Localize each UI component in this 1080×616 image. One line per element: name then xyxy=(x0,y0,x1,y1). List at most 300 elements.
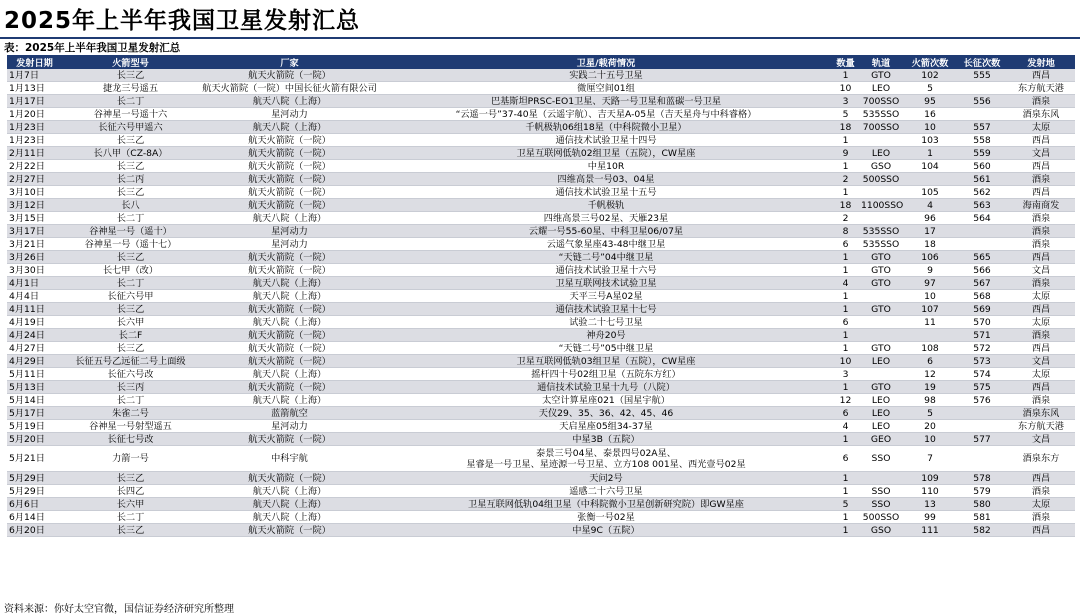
cell-orbit: GTO xyxy=(859,381,903,394)
cell-payload: 四维高景三号02星、天雁23星 xyxy=(380,212,832,225)
cell-cz-count: 573 xyxy=(957,355,1007,368)
table-row xyxy=(7,420,1075,433)
cell-orbit xyxy=(859,186,903,199)
cell-payload: 天平三号A星02星 xyxy=(380,290,832,303)
cell-rocket-count xyxy=(903,173,957,186)
cell-date: 6月20日 xyxy=(7,524,62,537)
table-header-row xyxy=(7,55,1075,69)
cell-payload: 天问2号 xyxy=(380,472,832,485)
table-row xyxy=(7,134,1075,147)
cell-cz-count: 560 xyxy=(957,160,1007,173)
cell-date: 5月21日 xyxy=(7,446,62,472)
cell-maker: 航天八院（上海） xyxy=(199,121,380,134)
cell-rocket: 长征六号甲 xyxy=(62,290,199,303)
cell-date: 4月1日 xyxy=(7,277,62,290)
cell-site: 酒泉东风 xyxy=(1007,108,1075,121)
cell-qty: 10 xyxy=(832,355,859,368)
cell-orbit: LEO xyxy=(859,355,903,368)
col-header-rocket-count: 火箭次数 xyxy=(903,55,957,69)
cell-rocket: 长六甲 xyxy=(62,498,199,511)
cell-cz-count: 555 xyxy=(957,69,1007,82)
cell-qty: 1 xyxy=(832,251,859,264)
table-row xyxy=(7,238,1075,251)
cell-maker: 航天八院（上海） xyxy=(199,394,380,407)
cell-site: 西昌 xyxy=(1007,186,1075,199)
cell-date: 1月20日 xyxy=(7,108,62,121)
cell-payload: 微厘空间01组 xyxy=(380,82,832,95)
cell-orbit: 1100SSO xyxy=(861,199,903,211)
cell-orbit: GTO xyxy=(859,342,903,355)
cell-orbit: 700SSO xyxy=(859,95,903,108)
cell-payload: 天仪29、35、36、42、45、46 xyxy=(380,407,832,420)
cell-date: 6月14日 xyxy=(7,511,62,524)
cell-site: 海南商发 xyxy=(1007,199,1075,212)
cell-orbit: GTO xyxy=(859,303,903,316)
cell-payload: 卫星互联网技术试验卫星 xyxy=(380,277,832,290)
table-row xyxy=(7,277,1075,290)
cell-payload: 通信技术试验卫星十九号（八院） xyxy=(380,381,832,394)
cell-qty: 9 xyxy=(832,147,859,160)
cell-cz-count xyxy=(957,407,1007,420)
cell-payload: 实践二十五号卫星 xyxy=(380,69,832,82)
cell-qty: 1 xyxy=(832,433,859,446)
cell-orbit: LEO xyxy=(859,147,903,160)
cell-rocket-count: 108 xyxy=(903,342,957,355)
cell-payload: 卫星互联网低轨02组卫星（五院），CW星座 xyxy=(380,147,832,160)
cell-orbit xyxy=(859,368,903,381)
cell-rocket-count: 110 xyxy=(903,485,957,498)
cell-orbit: GSO xyxy=(859,524,903,537)
cell-site: 西昌 xyxy=(1007,134,1075,147)
cell-cz-count xyxy=(957,108,1007,121)
cell-qty: 6 xyxy=(832,316,859,329)
cell-site: 西昌 xyxy=(1007,524,1075,537)
cell-site: 酒泉 xyxy=(1007,394,1075,407)
cell-maker: 航天八院（上海） xyxy=(199,95,380,108)
cell-site: 西昌 xyxy=(1007,160,1075,173)
cell-orbit: LEO xyxy=(859,82,903,95)
cell-site: 酒泉 xyxy=(1007,511,1075,524)
cell-orbit: GTO xyxy=(859,69,903,82)
cell-payload: 通信技术试验卫星十五号 xyxy=(380,186,832,199)
cell-site: 西昌 xyxy=(1007,342,1075,355)
cell-site: 西昌 xyxy=(1007,381,1075,394)
cell-qty: 5 xyxy=(832,108,859,121)
cell-date: 5月13日 xyxy=(7,381,62,394)
cell-qty: 1 xyxy=(832,160,859,173)
cell-rocket: 长二F xyxy=(62,329,199,342)
cell-cz-count: 561 xyxy=(957,173,1007,186)
cell-cz-count: 563 xyxy=(957,199,1007,212)
cell-cz-count xyxy=(957,82,1007,95)
cell-orbit: GSO xyxy=(859,160,903,173)
cell-rocket: 长二丁 xyxy=(62,394,199,407)
cell-qty: 1 xyxy=(832,186,859,199)
cell-date: 5月14日 xyxy=(7,394,62,407)
cell-orbit xyxy=(859,316,903,329)
cell-rocket-count: 95 xyxy=(903,95,957,108)
cell-date: 3月26日 xyxy=(7,251,62,264)
cell-rocket: 长二丁 xyxy=(62,511,199,524)
cell-rocket: 长征七号改 xyxy=(62,433,199,446)
cell-payload: 云遥气象星座43-48中继卫星 xyxy=(380,238,832,251)
cell-payload: 太空计算星座021（国星宇航） xyxy=(380,394,832,407)
cell-payload: 卫星互联网低轨04组卫星（中科院微小卫星创新研究院）即GW星座 xyxy=(380,498,832,511)
cell-rocket-count: 107 xyxy=(903,303,957,316)
cell-rocket: 谷神星一号（遥十七） xyxy=(62,238,199,251)
table-row xyxy=(7,446,1075,472)
table-row xyxy=(7,95,1075,108)
table-row xyxy=(7,186,1075,199)
cell-date: 1月23日 xyxy=(7,134,62,147)
launch-table-container xyxy=(7,55,1075,537)
cell-payload: 天启星座05组34-37星 xyxy=(380,420,832,433)
table-row xyxy=(7,407,1075,420)
cell-orbit: SSO xyxy=(859,485,903,498)
cell-rocket: 长三乙 xyxy=(62,186,199,199)
cell-rocket: 长七甲（改） xyxy=(62,264,199,277)
col-header-cz-count: 长征次数 xyxy=(957,55,1007,69)
cell-site: 酒泉 xyxy=(1007,95,1075,108)
table-row xyxy=(7,121,1075,134)
cell-rocket-count: 17 xyxy=(903,225,957,238)
col-header-date: 发射日期 xyxy=(7,55,62,69)
table-row xyxy=(7,368,1075,381)
cell-site: 酒泉 xyxy=(1007,277,1075,290)
col-header-site: 发射地 xyxy=(1007,55,1075,69)
cell-payload: 通信技术试验卫星十六号 xyxy=(380,264,832,277)
cell-orbit: GTO xyxy=(859,277,903,290)
cell-maker: 航天八院（上海） xyxy=(199,485,380,498)
title-divider xyxy=(0,37,1080,39)
cell-rocket-count: 106 xyxy=(903,251,957,264)
cell-rocket: 长征六号甲遥六 xyxy=(62,121,199,134)
cell-cz-count: 566 xyxy=(957,264,1007,277)
cell-cz-count xyxy=(957,225,1007,238)
cell-rocket-count: 102 xyxy=(903,69,957,82)
cell-cz-count: 572 xyxy=(957,342,1007,355)
table-row xyxy=(7,251,1075,264)
cell-rocket-count: 111 xyxy=(903,524,957,537)
cell-qty: 1 xyxy=(832,290,859,303)
cell-cz-count: 582 xyxy=(957,524,1007,537)
cell-qty: 5 xyxy=(832,498,859,511)
cell-payload: 摇杆四十号02组卫星（五院东方红） xyxy=(380,368,832,381)
cell-maker: 航天火箭院（一院） xyxy=(199,433,380,446)
cell-date: 3月10日 xyxy=(7,186,62,199)
table-row xyxy=(7,355,1075,368)
cell-orbit: 535SSO xyxy=(859,238,903,251)
table-row xyxy=(7,394,1075,407)
cell-cz-count: 577 xyxy=(957,433,1007,446)
table-row xyxy=(7,381,1075,394)
cell-cz-count: 575 xyxy=(957,381,1007,394)
cell-qty: 6 xyxy=(832,446,859,472)
cell-qty: 1 xyxy=(832,69,859,82)
cell-date: 5月20日 xyxy=(7,433,62,446)
cell-maker: 航天八院（上海） xyxy=(199,212,380,225)
cell-rocket: 谷神星一号遥十六 xyxy=(62,108,199,121)
cell-site: 太原 xyxy=(1007,121,1075,134)
cell-cz-count: 564 xyxy=(957,212,1007,225)
cell-payload: 试验二十七号卫星 xyxy=(380,316,832,329)
table-row xyxy=(7,82,1075,95)
cell-site: 酒泉 xyxy=(1007,329,1075,342)
cell-rocket-count: 11 xyxy=(903,316,957,329)
cell-site: 太原 xyxy=(1007,316,1075,329)
cell-site: 西昌 xyxy=(1007,251,1075,264)
cell-cz-count xyxy=(957,446,1007,472)
cell-cz-count: 571 xyxy=(957,329,1007,342)
cell-payload: 中星10R xyxy=(380,160,832,173)
cell-orbit: GEO xyxy=(859,433,903,446)
cell-maker: 航天火箭院（一院） xyxy=(199,147,380,160)
cell-rocket: 长征六号改 xyxy=(62,368,199,381)
cell-maker: 星河动力 xyxy=(199,108,380,121)
cell-date: 2月27日 xyxy=(7,173,62,186)
cell-rocket: 长三丙 xyxy=(62,381,199,394)
cell-date: 4月4日 xyxy=(7,290,62,303)
cell-site: 酒泉东风 xyxy=(1007,407,1075,420)
cell-payload: “天链二号”04中继卫星 xyxy=(380,251,832,264)
table-row xyxy=(7,303,1075,316)
cell-payload: “天链二号”05中继卫星 xyxy=(380,342,832,355)
cell-rocket: 长八 xyxy=(62,199,199,212)
table-row xyxy=(7,433,1075,446)
cell-rocket-count: 4 xyxy=(903,199,957,212)
table-row xyxy=(7,173,1075,186)
cell-rocket-count: 99 xyxy=(903,511,957,524)
cell-date: 5月17日 xyxy=(7,407,62,420)
page-title: 2025年上半年我国卫星发射汇总 xyxy=(4,8,361,34)
cell-cz-count: 559 xyxy=(957,147,1007,160)
cell-orbit: LEO xyxy=(859,420,903,433)
cell-rocket: 长三乙 xyxy=(62,69,199,82)
cell-rocket-count: 10 xyxy=(903,121,957,134)
cell-cz-count: 558 xyxy=(957,134,1007,147)
cell-date: 5月29日 xyxy=(7,485,62,498)
cell-qty: 1 xyxy=(832,472,859,485)
cell-rocket: 长三乙 xyxy=(62,134,199,147)
cell-qty: 1 xyxy=(832,485,859,498)
cell-maker: 航天八院（上海） xyxy=(199,511,380,524)
cell-orbit: 535SSO xyxy=(859,108,903,121)
cell-date: 5月19日 xyxy=(7,420,62,433)
cell-maker: 航天八院（上海） xyxy=(199,368,380,381)
table-body xyxy=(7,69,1075,537)
cell-maker: 蓝箭航空 xyxy=(199,407,380,420)
cell-maker: 航天火箭院（一院）中国长征火箭有限公司 xyxy=(199,82,380,95)
cell-site: 酒泉东方 xyxy=(1007,446,1075,472)
cell-site: 文昌 xyxy=(1007,433,1075,446)
cell-orbit: 500SSO xyxy=(859,511,903,524)
cell-cz-count: 568 xyxy=(957,290,1007,303)
cell-qty: 4 xyxy=(832,277,859,290)
cell-rocket-count: 109 xyxy=(903,472,957,485)
cell-maker: 航天火箭院（一院） xyxy=(199,173,380,186)
table-row xyxy=(7,342,1075,355)
cell-date: 2月11日 xyxy=(7,147,62,160)
cell-qty: 2 xyxy=(832,212,859,225)
cell-date: 4月29日 xyxy=(7,355,62,368)
cell-date: 1月23日 xyxy=(7,121,62,134)
cell-maker: 航天八院（上海） xyxy=(199,277,380,290)
cell-site: 东方航天港 xyxy=(1007,82,1075,95)
cell-maker: 星河动力 xyxy=(199,238,380,251)
cell-orbit xyxy=(859,212,903,225)
cell-rocket: 长二丁 xyxy=(62,277,199,290)
cell-rocket: 谷神星一号射型遥五 xyxy=(62,420,199,433)
cell-maker: 航天火箭院（一院） xyxy=(199,381,380,394)
cell-rocket: 长三乙 xyxy=(62,342,199,355)
cell-orbit: 535SSO xyxy=(859,225,903,238)
cell-cz-count: 579 xyxy=(957,485,1007,498)
cell-qty: 2 xyxy=(832,173,859,186)
table-row xyxy=(7,485,1075,498)
table-row xyxy=(7,108,1075,121)
cell-date: 5月29日 xyxy=(7,472,62,485)
cell-rocket: 长三乙 xyxy=(62,472,199,485)
cell-rocket-count: 6 xyxy=(903,355,957,368)
cell-maker: 航天火箭院（一院） xyxy=(199,355,380,368)
cell-maker: 航天火箭院（一院） xyxy=(199,251,380,264)
cell-date: 4月24日 xyxy=(7,329,62,342)
cell-orbit: SSO xyxy=(859,498,903,511)
cell-date: 1月7日 xyxy=(7,69,62,82)
cell-maker: 航天八院（上海） xyxy=(199,498,380,511)
cell-qty: 12 xyxy=(832,394,859,407)
cell-site: 太原 xyxy=(1007,290,1075,303)
cell-rocket-count: 18 xyxy=(903,238,957,251)
cell-date: 3月12日 xyxy=(7,199,62,212)
col-header-rocket: 火箭型号 xyxy=(62,55,199,69)
cell-qty: 3 xyxy=(832,368,859,381)
col-header-maker: 厂家 xyxy=(199,55,380,69)
cell-orbit xyxy=(859,329,903,342)
cell-date: 5月11日 xyxy=(7,368,62,381)
table-row xyxy=(7,316,1075,329)
table-row xyxy=(7,160,1075,173)
launch-table xyxy=(7,55,1075,537)
cell-cz-count: 570 xyxy=(957,316,1007,329)
cell-site: 西昌 xyxy=(1007,69,1075,82)
cell-payload: 云耀一号55-60星、中科卫星06/07星 xyxy=(380,225,832,238)
cell-payload: 泰景三号04星、泰景四号02A星、 星睿是一号卫星、星迹源一号卫星、立方108 001星、西光壹号02星 xyxy=(380,446,832,472)
cell-orbit: LEO xyxy=(859,394,903,407)
cell-payload: 通信技术试验卫星十四号 xyxy=(380,134,832,147)
cell-site: 酒泉 xyxy=(1007,485,1075,498)
table-row xyxy=(7,225,1075,238)
table-row xyxy=(7,69,1075,82)
cell-rocket: 长三乙 xyxy=(62,303,199,316)
cell-date: 4月27日 xyxy=(7,342,62,355)
cell-qty: 8 xyxy=(832,225,859,238)
cell-payload: 卫星互联网低轨03组卫星（五院），CW星座 xyxy=(380,355,832,368)
cell-rocket: 长四乙 xyxy=(62,485,199,498)
cell-rocket: 长征五号乙远征二号上面级 xyxy=(62,355,199,368)
cell-site: 酒泉 xyxy=(1007,173,1075,186)
cell-site: 酒泉 xyxy=(1007,225,1075,238)
cell-rocket-count: 98 xyxy=(903,394,957,407)
table-row xyxy=(7,264,1075,277)
cell-qty: 1 xyxy=(832,342,859,355)
cell-qty: 1 xyxy=(832,303,859,316)
cell-rocket-count: 96 xyxy=(903,212,957,225)
cell-site: 酒泉 xyxy=(1007,212,1075,225)
cell-rocket: 长三乙 xyxy=(62,251,199,264)
cell-payload: 张衡一号02星 xyxy=(380,511,832,524)
cell-date: 1月13日 xyxy=(7,82,62,95)
cell-cz-count: 569 xyxy=(957,303,1007,316)
cell-cz-count: 574 xyxy=(957,368,1007,381)
cell-qty: 18 xyxy=(832,199,859,212)
cell-qty: 1 xyxy=(832,381,859,394)
cell-maker: 航天火箭院（一院） xyxy=(199,329,380,342)
cell-date: 3月21日 xyxy=(7,238,62,251)
cell-orbit: GTO xyxy=(859,251,903,264)
cell-payload: 千帆极轨 xyxy=(380,199,832,212)
cell-rocket: 谷神星一号（遥十） xyxy=(62,225,199,238)
table-row xyxy=(7,147,1075,160)
cell-maker: 航天八院（上海） xyxy=(199,290,380,303)
cell-maker: 航天火箭院（一院） xyxy=(199,264,380,277)
cell-rocket-count: 19 xyxy=(903,381,957,394)
cell-maker: 航天火箭院（一院） xyxy=(199,524,380,537)
cell-date: 3月15日 xyxy=(7,212,62,225)
cell-orbit xyxy=(859,472,903,485)
cell-rocket-count: 12 xyxy=(903,368,957,381)
cell-qty: 1 xyxy=(832,524,859,537)
cell-rocket-count xyxy=(903,329,957,342)
cell-rocket: 朱雀二号 xyxy=(62,407,199,420)
cell-maker: 航天火箭院（一院） xyxy=(199,472,380,485)
table-caption: 表：2025年上半年我国卫星发射汇总 xyxy=(4,42,181,54)
source-note: 资料来源：你好太空官微，国信证券经济研究所整理 xyxy=(4,604,234,615)
cell-orbit: LEO xyxy=(859,407,903,420)
cell-rocket-count: 97 xyxy=(903,277,957,290)
cell-cz-count: 565 xyxy=(957,251,1007,264)
cell-payload: “云遥一号”37-40星（云遥宇航）、吉天星A-05星（吉天星舟与中科睿格） xyxy=(380,108,832,121)
cell-qty: 6 xyxy=(832,238,859,251)
cell-rocket: 力箭一号 xyxy=(62,446,199,472)
table-row xyxy=(7,524,1075,537)
table-row xyxy=(7,290,1075,303)
cell-maker: 航天火箭院（一院） xyxy=(199,303,380,316)
cell-date: 1月17日 xyxy=(7,95,62,108)
cell-orbit: SSO xyxy=(859,446,903,472)
cell-site: 文昌 xyxy=(1007,264,1075,277)
cell-rocket-count: 5 xyxy=(903,82,957,95)
cell-cz-count: 556 xyxy=(957,95,1007,108)
cell-rocket-count: 7 xyxy=(903,446,957,472)
cell-cz-count: 576 xyxy=(957,394,1007,407)
cell-maker: 星河动力 xyxy=(199,420,380,433)
cell-maker: 航天火箭院（一院） xyxy=(199,342,380,355)
cell-rocket: 长六甲 xyxy=(62,316,199,329)
table-row xyxy=(7,511,1075,524)
cell-rocket: 长八甲（CZ-8A） xyxy=(62,147,199,160)
table-row xyxy=(7,329,1075,342)
cell-rocket-count: 104 xyxy=(903,160,957,173)
cell-rocket-count: 5 xyxy=(903,407,957,420)
cell-qty: 1 xyxy=(832,264,859,277)
cell-rocket: 捷龙三号遥五 xyxy=(62,82,199,95)
cell-date: 4月11日 xyxy=(7,303,62,316)
cell-payload: 中星9C（五院） xyxy=(380,524,832,537)
cell-qty: 1 xyxy=(832,134,859,147)
cell-qty: 10 xyxy=(832,82,859,95)
cell-rocket-count: 1 xyxy=(903,147,957,160)
